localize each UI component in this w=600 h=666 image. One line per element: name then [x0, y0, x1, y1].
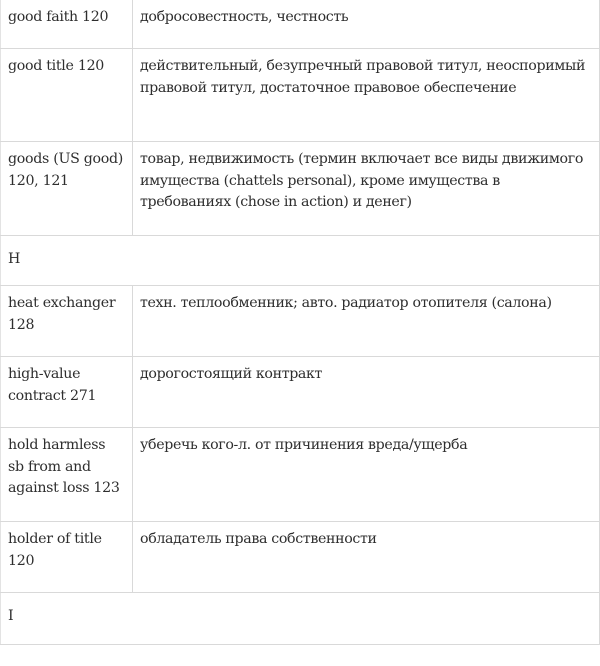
definition-cell: добросовестность, честность — [133, 0, 600, 49]
term-cell: good faith 120 — [1, 0, 133, 49]
term-cell: holder of title 120 — [1, 522, 133, 593]
definition-cell: товар, недвижимость (термин включает все виды движимого имущества (chattels personal), кроме имущества в требованиях (chose in action) и денег) — [133, 142, 600, 236]
glossary-row — [1, 142, 600, 236]
term-cell: goods (US good) 120, 121 — [1, 142, 133, 236]
definition-cell: действительный, безупречный правовой титул, неоспоримый правовой титул, достаточное правовое обеспечение — [133, 49, 600, 142]
term-cell: high-value contract 271 — [1, 357, 133, 428]
glossary-row — [1, 428, 600, 522]
letter-heading-row — [1, 593, 600, 645]
glossary-row — [1, 0, 600, 49]
definition-cell: техн. теплообменник; авто. радиатор отопителя (салона) — [133, 286, 600, 357]
glossary-row — [1, 49, 600, 142]
letter-heading: I — [1, 593, 600, 645]
term-cell: heat exchanger 128 — [1, 286, 133, 357]
definition-cell: дорогостоящий контракт — [133, 357, 600, 428]
glossary-row — [1, 522, 600, 593]
letter-heading: H — [1, 236, 600, 286]
definition-cell: обладатель права собственности — [133, 522, 600, 593]
glossary-row — [1, 286, 600, 357]
term-cell: hold harmless sb from and against loss 123 — [1, 428, 133, 522]
glossary-row — [1, 357, 600, 428]
letter-heading-row — [1, 236, 600, 286]
definition-cell: уберечь кого-л. от причинения вреда/ущерба — [133, 428, 600, 522]
term-cell: good title 120 — [1, 49, 133, 142]
